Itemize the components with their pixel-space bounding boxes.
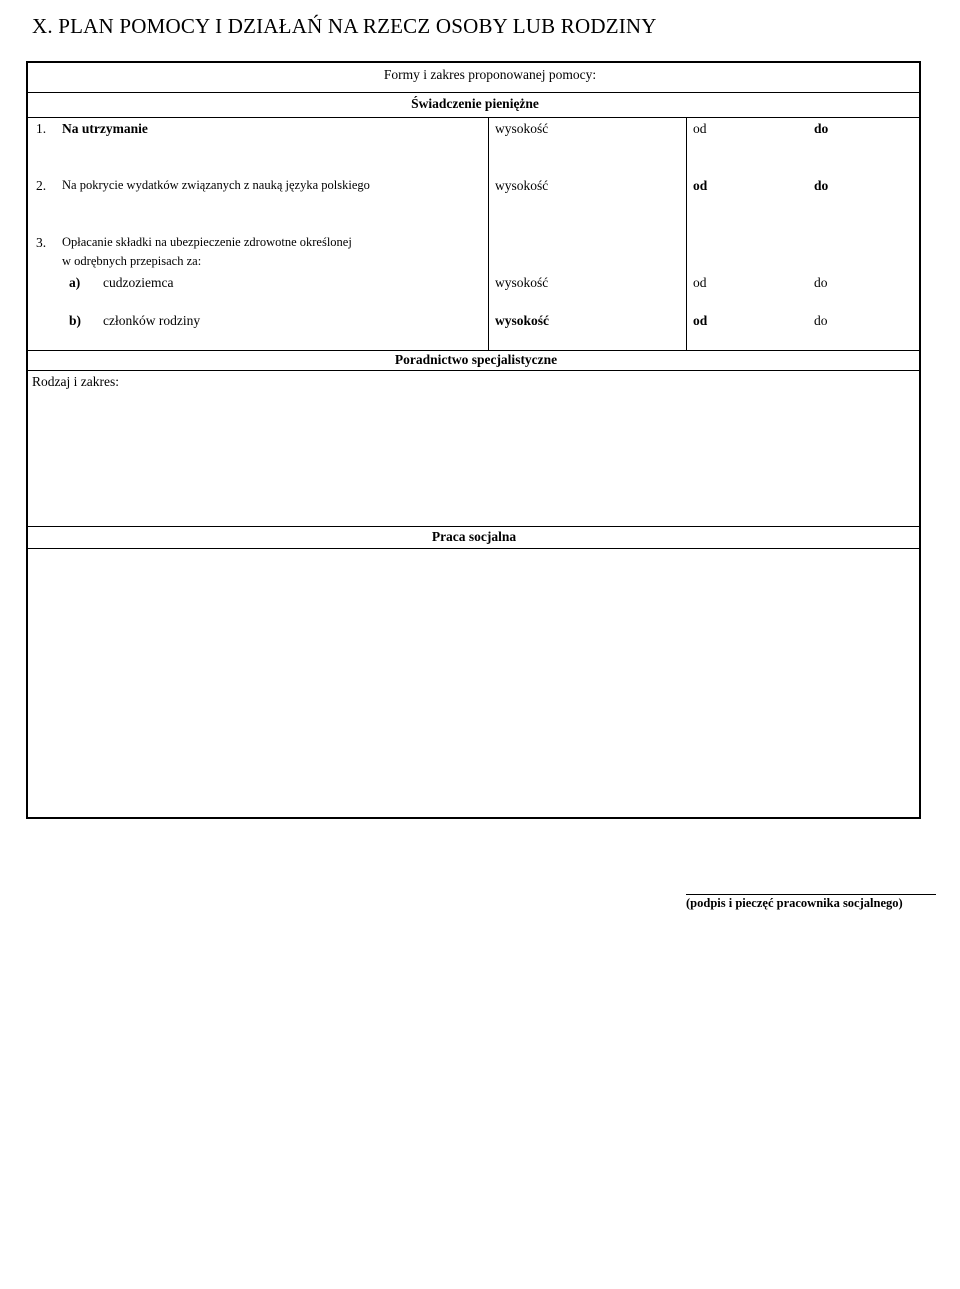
row-divider (26, 370, 921, 371)
section-counselling: Poradnictwo specjalistyczne (394, 352, 558, 367)
item-label-continued: w odrębnych przepisach za: (62, 254, 202, 268)
amount-field[interactable]: wysokość (495, 121, 549, 136)
to-field[interactable]: do (814, 178, 829, 193)
item-number: 3. (36, 235, 47, 250)
item-label: Na utrzymanie (62, 121, 148, 136)
to-field[interactable]: do (814, 121, 829, 136)
to-field[interactable]: do (814, 275, 828, 290)
column-divider (686, 117, 687, 350)
row-divider (26, 350, 921, 351)
row-divider (26, 526, 921, 527)
page-title: X. PLAN POMOCY I DZIAŁAŃ NA RZECZ OSOBY LUB RODZINY (32, 14, 657, 38)
row-divider (26, 548, 921, 549)
item-number: 1. (36, 121, 47, 136)
column-divider (488, 117, 489, 350)
table-header: Formy i zakres proponowanej pomocy: (383, 67, 597, 82)
from-field[interactable]: od (693, 121, 707, 136)
amount-field[interactable]: wysokość (495, 313, 550, 328)
from-field[interactable]: od (693, 275, 707, 290)
counselling-label: Rodzaj i zakres: (32, 374, 119, 389)
subitem-marker: a) (69, 275, 81, 290)
to-field[interactable]: do (814, 313, 828, 328)
section-cash-benefit: Świadczenie pieniężne (411, 96, 539, 111)
signature-line (686, 894, 936, 895)
subitem-marker: b) (69, 313, 82, 328)
subitem-label: członków rodziny (103, 313, 201, 328)
row-divider (26, 92, 921, 93)
item-label: Na pokrycie wydatków związanych z nauką języka polskiego (62, 178, 370, 192)
amount-field[interactable]: wysokość (495, 275, 549, 290)
subitem-label: cudzoziemca (103, 275, 174, 290)
counselling-text-area[interactable] (28, 392, 918, 524)
social-work-text-area[interactable] (28, 550, 918, 816)
signature-caption: (podpis i pieczęć pracownika socjalnego) (686, 896, 903, 910)
from-field[interactable]: od (693, 178, 708, 193)
item-label: Opłacanie składki na ubezpieczenie zdrowotne określonej (62, 235, 352, 249)
section-social-work: Praca socjalna (431, 529, 517, 544)
amount-field[interactable]: wysokość (495, 178, 549, 193)
from-field[interactable]: od (693, 313, 708, 328)
item-number: 2. (36, 178, 47, 193)
row-divider (26, 117, 921, 118)
